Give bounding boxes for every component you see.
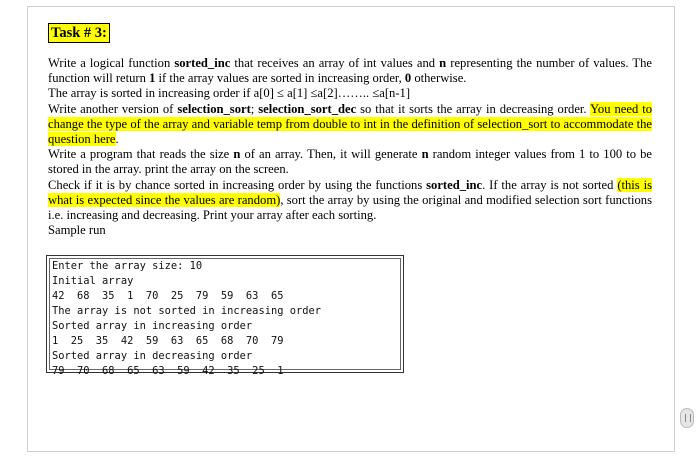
text: so that it sorts the array in decreasing order. [356,101,591,116]
text: Check if it is by chance sorted in increasing order by using the functions [48,177,427,192]
text: . If the array is not sorted [482,177,618,192]
text: otherwise. [411,71,467,86]
sample-run-output [46,255,404,377]
sample-run-console [49,258,401,377]
console-line: Initial array [52,275,134,287]
console-line: 79 70 68 65 63 59 42 35 25 1 [52,365,284,377]
console-line: Enter the array size: 10 [52,260,203,272]
return-one: 1 [149,71,156,86]
variable-n: n [421,147,429,162]
task-description [48,56,652,238]
console-line: Sorted array in increasing order [52,320,253,332]
text: . [115,132,119,147]
text: that receives an array of int values and [230,56,440,70]
console-line: Sorted array in decreasing order [52,350,253,362]
text: if the array values are sorted in increasing order, [155,71,405,86]
highlighted-note-random: (this is what is expected since the values are random) [48,177,652,207]
return-zero: 0 [404,71,412,86]
text: ; [250,101,259,116]
text: Write a logical function [48,56,175,70]
text: Write another version of [48,101,178,116]
console-line: 1 25 35 42 59 63 65 68 70 79 [52,335,284,347]
text: representing the number of values. The function will return [48,56,652,86]
text: Write a program that reads the size [48,147,234,162]
function-name-selection-sort: selection_sort [177,101,251,116]
text: random integer values from 1 to 100 to be stored in the array. print the array on the screen. [48,147,652,177]
function-name-sorted-inc: sorted_inc [426,177,483,192]
variable-n: n [233,147,241,162]
paragraph-selection-sort-dec [48,102,652,148]
paragraph-check-sorted [48,178,652,224]
paragraph-sorted-inc [48,56,652,86]
console-line: 42 68 35 1 70 25 79 59 63 65 [52,290,284,302]
console-line: The array is not sorted in increasing order [52,305,321,317]
text: , sort the array by using the original and modified selection sort functions i.e. increasing and decreasing. Print your array after each sorting. [48,192,652,223]
text: of an array. Then, it will generate [240,147,422,162]
scroll-handle-icon[interactable] [680,408,694,428]
paragraph-sorted-condition: The array is sorted in increasing order if a[0] ≤ a[1] ≤a[2]…….. ≤a[n-1] [48,86,411,101]
highlighted-note-type-change: You need to change the type of the array and variable temp from double to int in the definition of selection_sort to accommodate the question here [48,101,652,147]
function-name-sorted-inc: sorted_inc [174,56,231,70]
task-title: Task # 3: [48,23,110,43]
sample-run-label: Sample run [48,223,106,238]
paragraph-program [48,147,652,177]
function-name-selection-sort-dec: selection_sort_dec [258,101,357,116]
variable-n: n [439,56,447,70]
